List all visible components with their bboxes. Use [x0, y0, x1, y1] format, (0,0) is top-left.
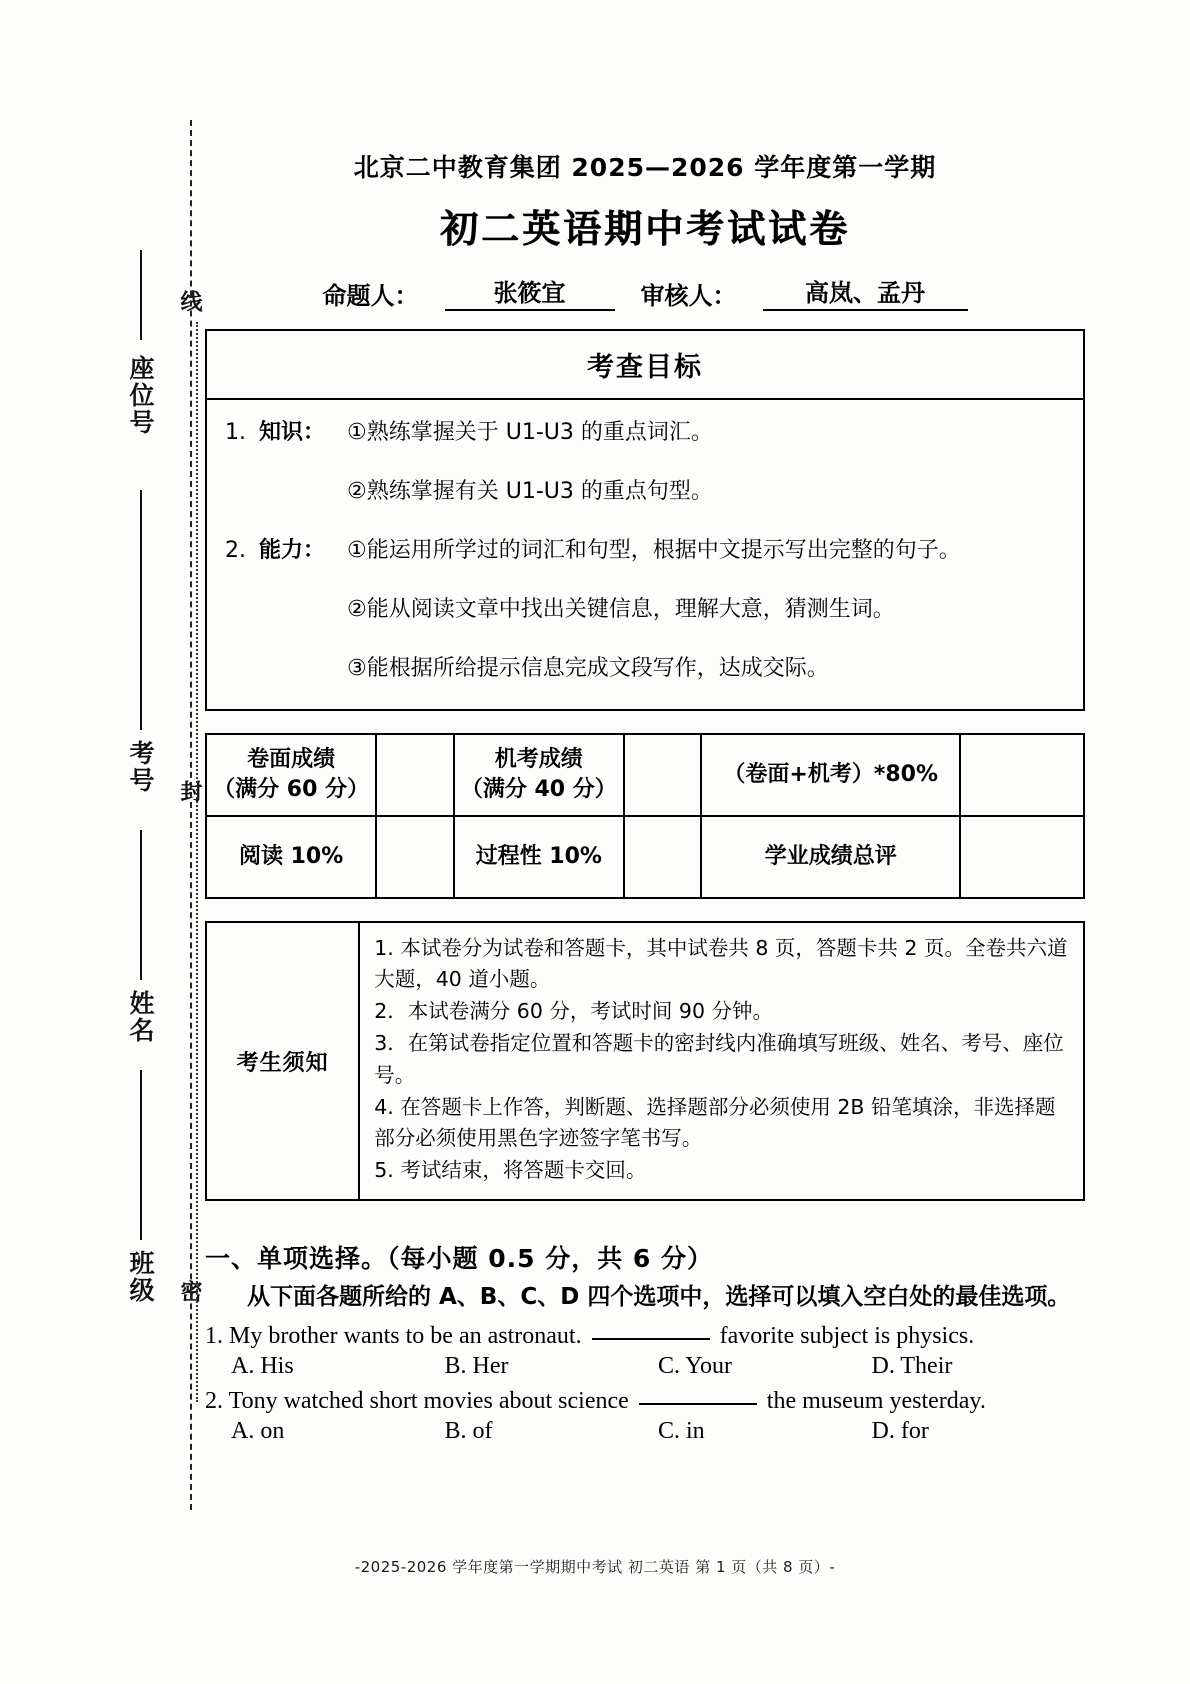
seal-rule [140, 1070, 142, 1240]
score-cell-process-value[interactable] [624, 816, 701, 898]
page-title: 初二英语期中考试试卷 [439, 207, 850, 251]
option-b[interactable]: B. of [444, 1417, 493, 1444]
objective-items [347, 416, 1065, 508]
objective-item: ②熟练掌握有关 U1-U3 的重点句型。 [347, 479, 713, 504]
exam-note-item: 5. 考试结束，将答题卡交回。 [374, 1158, 647, 1183]
objective-key: 能力： [259, 538, 326, 563]
option-d[interactable]: D. Their [871, 1352, 953, 1379]
byline [205, 273, 1085, 311]
objectives-heading: 考查目标 [207, 331, 1083, 400]
answer-blank[interactable] [592, 1338, 710, 1340]
objective-row [225, 534, 1065, 685]
score-cell-machine-value[interactable] [624, 734, 701, 816]
objective-number: 2. [225, 538, 246, 563]
section-one-title: 一、单项选择。（每小题 0.5 分，共 6 分） [205, 1244, 713, 1274]
question-options [205, 1353, 1085, 1380]
seal-rule [140, 830, 142, 980]
paper-score-label-line2: （满分 60 分） [213, 777, 370, 802]
author-value: 张筱宜 [445, 273, 615, 311]
objective-key: 知识： [259, 420, 326, 445]
score-cell-paper-value[interactable] [376, 734, 453, 816]
question-text-after: the museum yesterday. [766, 1387, 986, 1414]
seal-word-xian: 线 [177, 290, 202, 314]
question-text-after: favorite subject is physics. [719, 1322, 975, 1349]
school-year-line: 北京二中教育集团 2025—2026 学年度第一学期 [353, 153, 937, 182]
seal-dashed-line [190, 120, 192, 1510]
paper-content [205, 120, 1085, 1445]
option-c[interactable]: C. Your [658, 1352, 733, 1379]
machine-score-label-line2: （满分 40 分） [460, 777, 617, 802]
score-cell-reading-value[interactable] [376, 816, 453, 898]
objective-items [347, 534, 1065, 685]
seal-word-mi: 密 [177, 1280, 202, 1304]
objective-row [225, 416, 1065, 508]
option-b[interactable]: B. Her [444, 1352, 509, 1379]
score-cell-paper-label [206, 734, 376, 816]
exam-note-item: 4. 在答题卡上作答，判断题、选择题部分必须使用 2B 铅笔填涂，非选择题部分必须使用黑色字迹签字笔书写。 [374, 1094, 1056, 1150]
table-row [206, 816, 1084, 898]
sealing-band [118, 120, 218, 1500]
score-cell-reading-label: 阅读 10% [206, 816, 376, 898]
seal-inner-column [166, 120, 210, 1500]
objectives-body [207, 400, 1083, 709]
author-label: 命题人： [322, 282, 419, 310]
seal-label-name: 姓名 [126, 990, 155, 1044]
option-d[interactable]: D. for [871, 1417, 929, 1444]
score-table [205, 733, 1085, 899]
exam-notes-label: 考生须知 [206, 922, 359, 1200]
exam-note-item: 1. 本试卷分为试卷和答题卡，其中试卷共 8 页，答题卡共 2 页。全卷共六道大题，40 道小题。 [374, 936, 1068, 992]
table-row [206, 734, 1084, 816]
question-line [205, 1323, 1085, 1350]
seal-label-exam-number: 考号 [126, 740, 155, 794]
question-number: 1. [205, 1322, 223, 1349]
seal-label-class: 班级 [126, 1250, 155, 1304]
option-a[interactable]: A. on [231, 1417, 285, 1444]
score-cell-process-label: 过程性 10% [454, 816, 624, 898]
score-cell-total-label: 学业成绩总评 [701, 816, 960, 898]
page-footer: -2025-2026 学年度第一学期期中考试 初二英语 第 1 页（共 8 页）- [354, 1558, 836, 1576]
seal-rule [140, 250, 142, 340]
option-a[interactable]: A. His [231, 1352, 294, 1379]
objective-number: 1. [225, 420, 246, 445]
seal-word-feng: 封 [177, 780, 202, 804]
seal-dotted-line [196, 322, 198, 1402]
paper-score-label-line1: 卷面成绩 [247, 747, 336, 773]
objective-item: ②能从阅读文章中找出关键信息，理解大意，猜测生词。 [347, 597, 895, 622]
seal-label-seat-number: 座位号 [126, 355, 155, 436]
question-text-before: My brother wants to be an astronaut. [229, 1322, 582, 1349]
section-one-subtitle: 从下面各题所给的 A、B、C、D 四个选项中，选择可以填入空白处的最佳选项。 [247, 1284, 1071, 1311]
question-line [205, 1388, 1085, 1415]
score-cell-formula-value[interactable] [960, 734, 1084, 816]
objective-item: ①熟练掌握关于 U1-U3 的重点词汇。 [347, 420, 713, 445]
machine-score-label-line1: 机考成绩 [494, 747, 583, 773]
exam-notes-body [359, 922, 1084, 1200]
question-number: 2. [205, 1387, 223, 1414]
question-options [205, 1418, 1085, 1445]
objectives-box [205, 329, 1085, 711]
score-cell-formula-label: （卷面+机考）*80% [701, 734, 960, 816]
question-text-before: Tony watched short movies about science [228, 1387, 629, 1414]
table-row [206, 922, 1084, 1200]
score-cell-machine-label [454, 734, 624, 816]
exam-note-item: 2．本试卷满分 60 分，考试时间 90 分钟。 [374, 999, 774, 1024]
objective-item: ①能运用所学过的词汇和句型，根据中文提示写出完整的句子。 [347, 538, 961, 563]
score-cell-total-value[interactable] [960, 816, 1084, 898]
seal-outer-column [118, 120, 162, 1500]
exam-note-item: 3．在第试卷指定位置和答题卡的密封线内准确填写班级、姓名、考号、座位号。 [374, 1031, 1064, 1087]
exam-notes-table [205, 921, 1085, 1201]
reviewer-value: 高岚、孟丹 [763, 273, 968, 311]
option-c[interactable]: C. in [658, 1417, 705, 1444]
objective-item: ③能根据所给提示信息完成文段写作，达成交际。 [347, 656, 829, 681]
seal-rule [140, 490, 142, 730]
reviewer-label: 审核人： [640, 282, 737, 310]
answer-blank[interactable] [639, 1403, 757, 1405]
